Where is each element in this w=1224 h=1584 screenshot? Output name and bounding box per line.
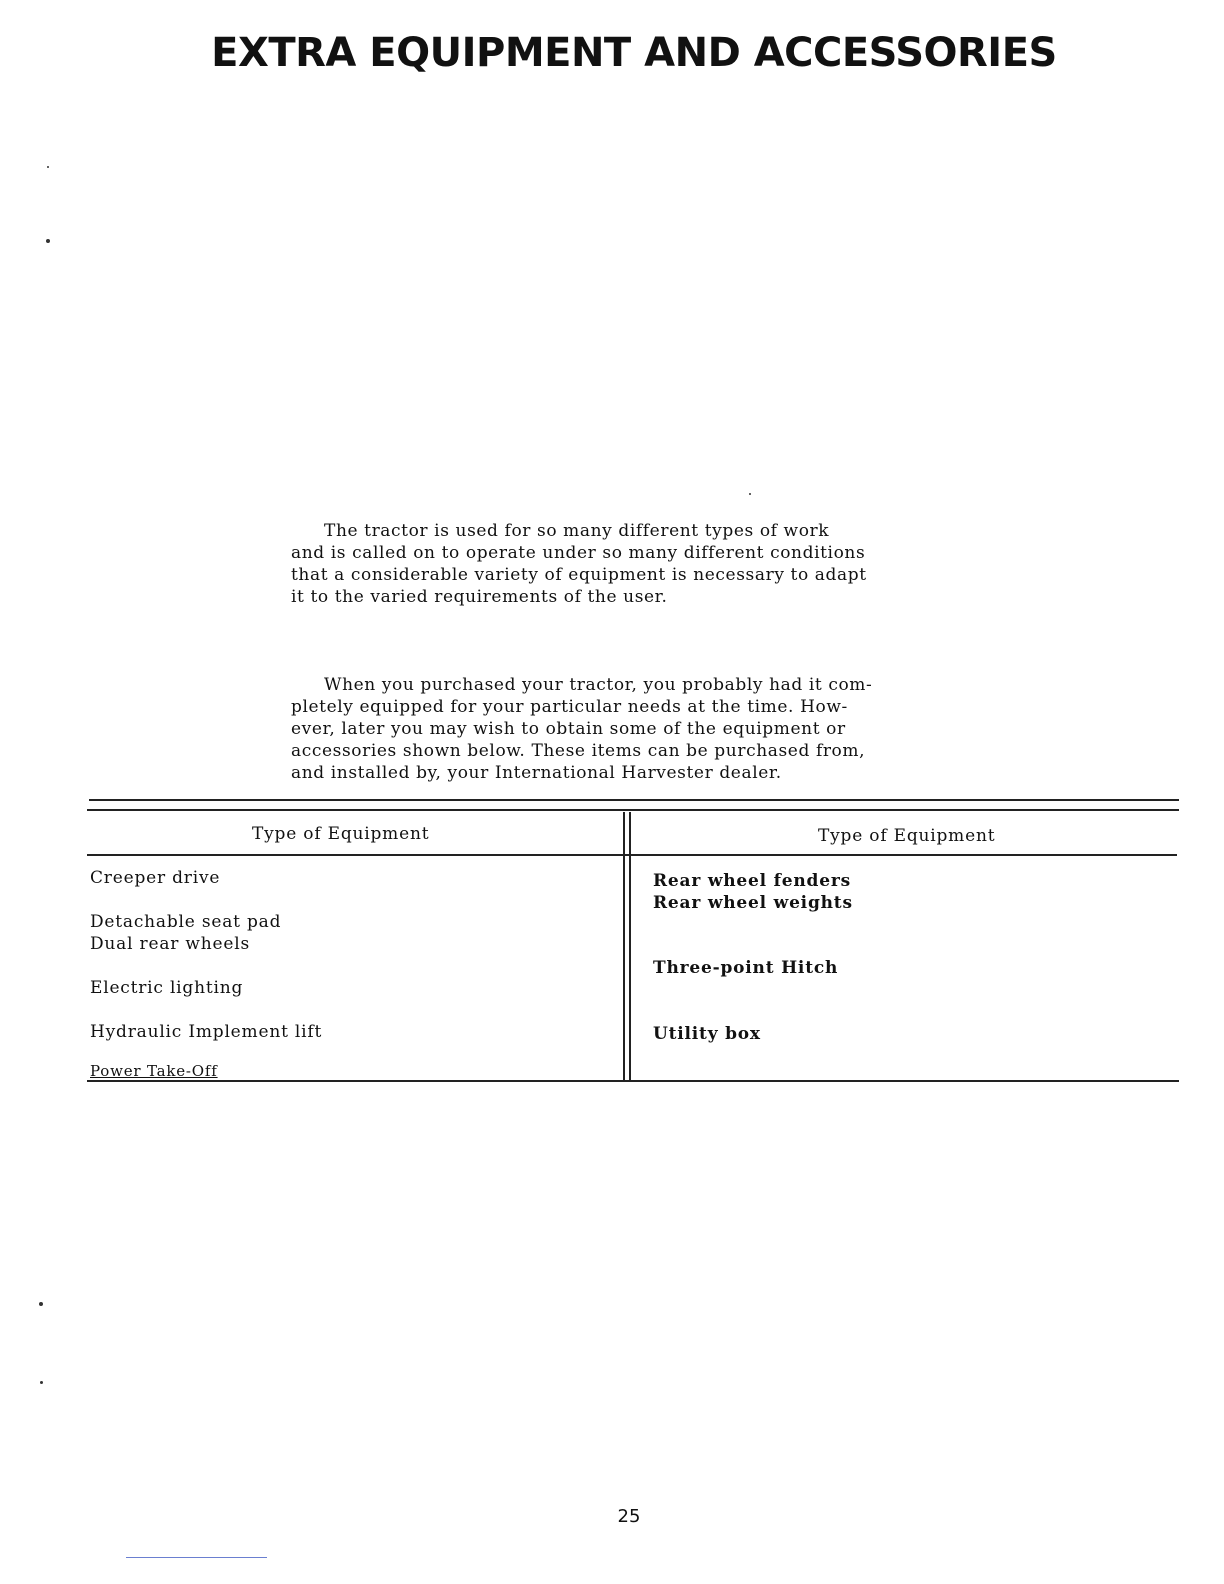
equipment-item: Utility box [653, 1024, 761, 1044]
table-top-rule [87, 809, 1179, 811]
equipment-item: Dual rear wheels [90, 934, 250, 954]
equipment-item: Rear wheel weights [653, 893, 853, 913]
equipment-item: Rear wheel fenders [653, 871, 851, 891]
equipment-item: Hydraulic Implement lift [90, 1022, 323, 1042]
intro-paragraph-1 [291, 520, 991, 608]
paragraph-line: that a considerable variety of equipment is necessary to adapt [291, 565, 867, 585]
paragraph-line: and is called on to operate under so many different conditions [291, 543, 866, 563]
page-number: 25 [617, 1506, 641, 1527]
margin-mark [46, 239, 50, 243]
margin-mark [749, 493, 751, 495]
footer-line [126, 1557, 267, 1558]
equipment-table [87, 796, 1179, 1086]
paragraph-line: and installed by, your International Harvester dealer. [291, 763, 782, 783]
paragraph-line: When you purchased your tractor, you probably had it com- [324, 675, 873, 695]
table-bottom-rule [87, 1080, 1179, 1082]
margin-mark [40, 1381, 43, 1384]
paragraph-line: accessories shown below. These items can be purchased from, [291, 741, 866, 761]
paragraph-line: pletely equipped for your particular needs at the time. How- [291, 697, 848, 717]
left-column-header: Type of Equipment [252, 824, 430, 844]
equipment-item: Electric lighting [90, 978, 244, 998]
equipment-item: Power Take-Off [90, 1062, 218, 1080]
page-title: EXTRA EQUIPMENT AND ACCESSORIES [211, 30, 1057, 76]
paragraph-line: ever, later you may wish to obtain some of the equipment or [291, 719, 846, 739]
intro-paragraph-2 [291, 674, 991, 784]
equipment-item: Three-point Hitch [653, 958, 839, 978]
column-divider [623, 812, 625, 1080]
column-divider [629, 812, 631, 1080]
margin-mark [47, 166, 49, 168]
paragraph-line: it to the varied requirements of the user. [291, 587, 668, 607]
equipment-item: Detachable seat pad [90, 912, 282, 932]
margin-mark [39, 1302, 43, 1306]
right-column-header: Type of Equipment [818, 826, 996, 846]
table-top-rule [89, 799, 1179, 801]
header-rule [87, 854, 1177, 856]
paragraph-line: The tractor is used for so many different types of work [324, 521, 830, 541]
equipment-item: Creeper drive [90, 868, 221, 888]
